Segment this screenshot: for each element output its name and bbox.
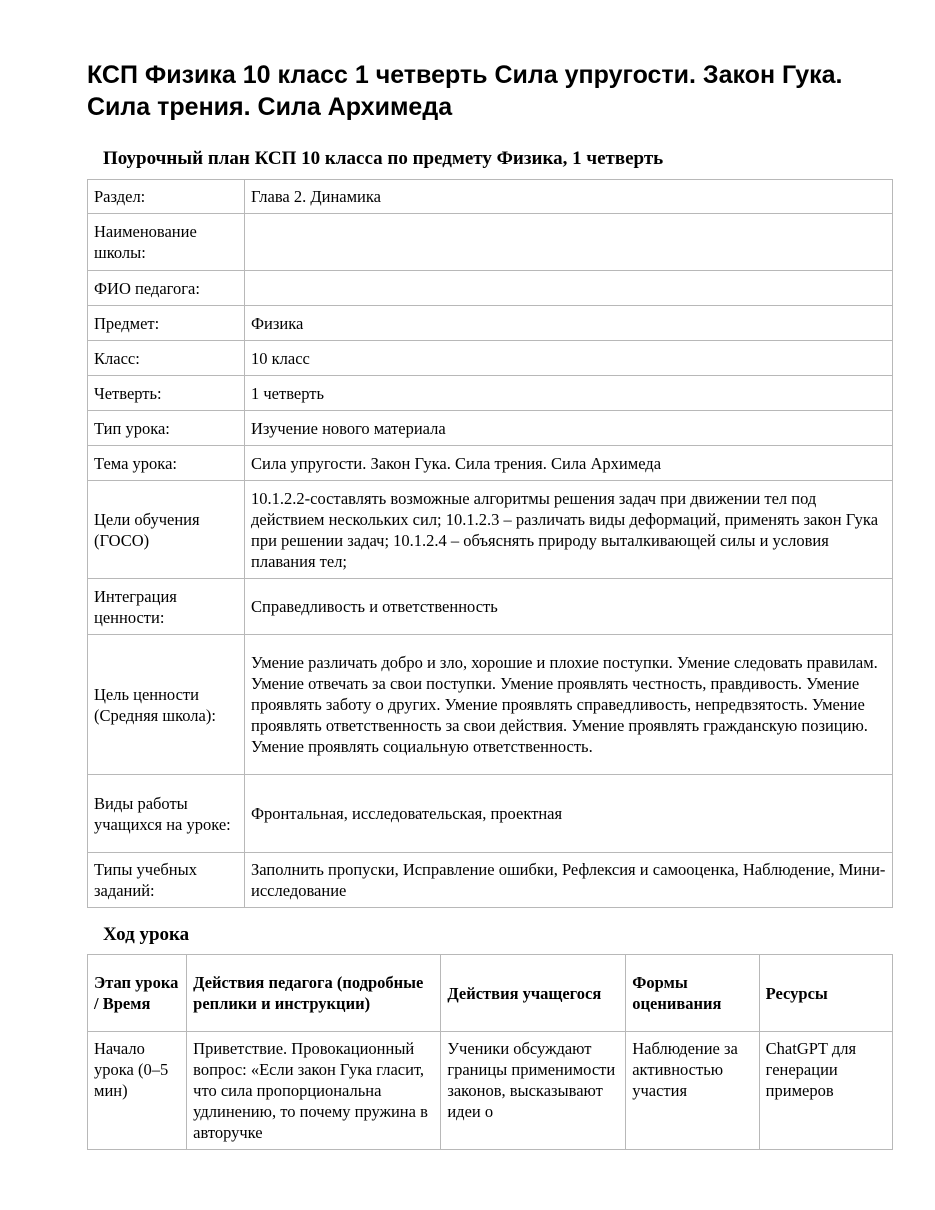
plan-row-value: Заполнить пропуски, Исправление ошибки, Рефлексия и самооценка, Наблюдение, Мини-исследование	[245, 853, 893, 908]
plan-row	[88, 635, 893, 775]
plan-row	[88, 579, 893, 635]
plan-row-label: Тип урока:	[88, 411, 245, 446]
lesson-flow-column-header: Действия учащегося	[441, 955, 626, 1032]
plan-row	[88, 376, 893, 411]
lesson-flow-cell: Ученики обсуждают границы применимости законов, высказывают идеи о	[441, 1032, 626, 1150]
plan-row-value	[245, 214, 893, 271]
plan-row-label: Типы учебных заданий:	[88, 853, 245, 908]
plan-table	[87, 179, 893, 908]
lesson-flow-heading: Ход урока	[103, 924, 190, 945]
lesson-flow-column-header: Формы оценивания	[626, 955, 759, 1032]
plan-row-label: Класс:	[88, 341, 245, 376]
document-title: КСП Физика 10 класс 1 четверть Сила упругости. Закон Гука. Сила трения. Сила Архимеда	[87, 61, 843, 121]
plan-row-value: Умение различать добро и зло, хорошие и плохие поступки. Умение следовать правилам. Умение отвечать за свои поступки. Умение проявлять честность, правдивость. Умение проявлять заботу о других. Умение проявлять справедливость, непредвзятость. Умение проявлять ответственность за свои действия. Умение проявлять гражданскую позицию. Умение проявлять социальную ответственность.	[245, 635, 893, 775]
plan-row	[88, 214, 893, 271]
plan-row-value: Сила упругости. Закон Гука. Сила трения. Сила Архимеда	[245, 446, 893, 481]
lesson-flow-column-header: Этап урока / Время	[88, 955, 187, 1032]
plan-row-label: Раздел:	[88, 180, 245, 214]
plan-row	[88, 341, 893, 376]
plan-row	[88, 481, 893, 579]
plan-row-value: Физика	[245, 306, 893, 341]
plan-row-label: ФИО педагога:	[88, 271, 245, 306]
plan-row-label: Интеграция ценности:	[88, 579, 245, 635]
lesson-flow-column-header: Действия педагога (подробные реплики и инструкции)	[187, 955, 441, 1032]
lesson-flow-header-row	[88, 955, 893, 1032]
plan-row-value: Глава 2. Динамика	[245, 180, 893, 214]
plan-row-label: Предмет:	[88, 306, 245, 341]
plan-row	[88, 271, 893, 306]
plan-row-value: Справедливость и ответственность	[245, 579, 893, 635]
plan-row-label: Четверть:	[88, 376, 245, 411]
plan-row	[88, 446, 893, 481]
plan-row	[88, 775, 893, 853]
plan-row-label: Цель ценности (Средняя школа):	[88, 635, 245, 775]
plan-row	[88, 306, 893, 341]
lesson-flow-cell: Начало урока (0–5 мин)	[88, 1032, 187, 1150]
plan-row-value: 1 четверть	[245, 376, 893, 411]
lesson-flow-table	[87, 954, 893, 1150]
plan-row-value	[245, 271, 893, 306]
plan-row-label: Цели обучения (ГОСО)	[88, 481, 245, 579]
plan-heading: Поурочный план КСП 10 класса по предмету Физика, 1 четверть	[103, 148, 664, 169]
plan-row-value: 10 класс	[245, 341, 893, 376]
plan-row	[88, 180, 893, 214]
plan-row-value: Фронтальная, исследовательская, проектная	[245, 775, 893, 853]
plan-row-label: Тема урока:	[88, 446, 245, 481]
plan-row	[88, 411, 893, 446]
plan-row-label: Виды работы учащихся на уроке:	[88, 775, 245, 853]
lesson-flow-cell: ChatGPT для генерации примеров	[759, 1032, 892, 1150]
plan-row	[88, 853, 893, 908]
plan-row-label: Наименование школы:	[88, 214, 245, 271]
lesson-flow-cell: Приветствие. Провокационный вопрос: «Если закон Гука гласит, что сила пропорциональна удлинению, то почему пружина в авторучке	[187, 1032, 441, 1150]
lesson-flow-row	[88, 1032, 893, 1150]
plan-row-value: Изучение нового материала	[245, 411, 893, 446]
plan-row-value: 10.1.2.2-составлять возможные алгоритмы решения задач при движении тел под действием нескольких сил; 10.1.2.3 – различать виды деформаций, применять закон Гука при решении задач; 10.1.2.4 – объяснять природу выталкивающей силы и условия плавания тел;	[245, 481, 893, 579]
lesson-flow-column-header: Ресурсы	[759, 955, 892, 1032]
lesson-flow-cell: Наблюдение за активностью участия	[626, 1032, 759, 1150]
